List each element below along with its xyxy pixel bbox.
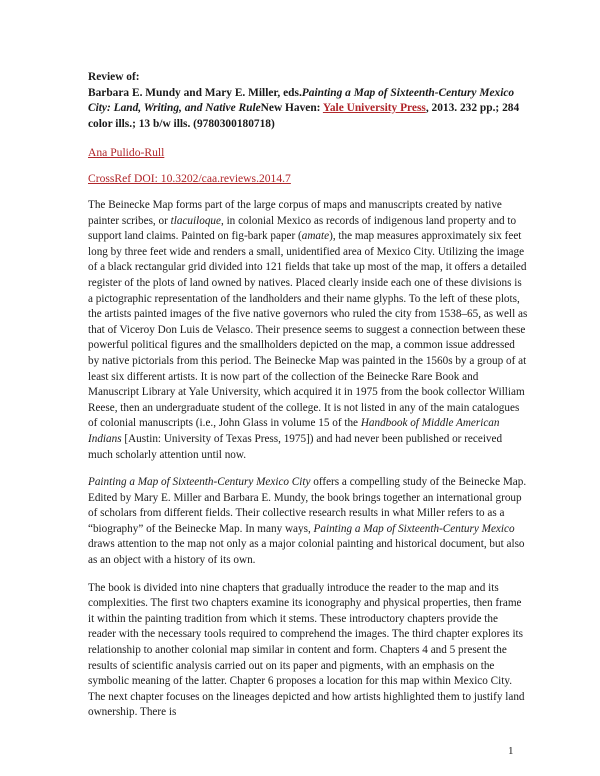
paragraph-1 (88, 198, 528, 463)
publication-place: New Haven: (260, 102, 323, 114)
publication-details: , 2013. 232 pp.; 284 color ills.; 13 b/w ills. (9780300180718) (88, 102, 520, 130)
p2-text-b: offers a compelling study of the Beinecke Map. Edited by Mary E. Miller and Barbara E. Mundy, the book brings together an international group of scholars from different fields. Their collective research results in what Miller refers to as a “biography” of the Beinecke Map. In many ways, (88, 476, 527, 535)
page-number: 1 (508, 745, 514, 757)
p1-text-c: ), the map measures approximately six feet long by three feet wide and renders a small, unidentified area of Mexico City. Utilizing the image of a black rectangular grid divided into 121 fields that take up most of the map, it offers a detailed register of the plots of land owned by natives. Placed clearly inside each one of these divisions is a pictographic representation of the landholders and their name glyphs. To the left of these plots, the artists painted images of the five native governors who ruled the city from 1538–65, as well as that of Viceroy Don Luis de Velasco. Their presence seems to suggest a connection between these powerful political figures and the smallholders depicted on the map, a common issue addressed by native pictorials from this period. The Beinecke Map was painted in the 1560s by a group of at least six different artists. It is now part of the collection of the Beinecke Rare Book and Manuscript Library at Yale University, which acquired it in 1975 from the book collector William Reese, then an undergraduate student of the college. It is not listed in any of the main catalogues of colonial manuscripts (i.e., John Glass in volume 15 of the (88, 230, 528, 430)
review-page (88, 70, 528, 721)
book-title: Painting a Map of Sixteenth-Century Mexico City: Land, Writing, and Native Rule (88, 86, 515, 114)
p1-italic-b: amate (301, 230, 330, 243)
review-header (88, 70, 528, 132)
p2-italic-b: Painting a Map of Sixteenth-Century Mexico (313, 522, 515, 535)
p1-italic-a: tlacuiloque (170, 214, 221, 227)
doi-line (88, 171, 528, 186)
p2-text-c: draws attention to the map not only as a major colonial painting and historical document, but also as an object with a history of its own. (88, 538, 525, 567)
paragraph-3: The book is divided into nine chapters that gradually introduce the reader to the map and its complexities. The first two chapters examine its iconography and physical properties, then frame it within the painting tradition from which it stems. These introductory chapters provide the reader with the necessary tools required to comprehend the images. The third chapter explores its relationship to another colonial map similar in content and form. Chapters 4 and 5 present the results of scientific analysis carried out on its paper and pigments, with an emphasis on the symbolic meaning of the latter. Chapter 6 proposes a location for this map within Mexico City. The next chapter focuses on the lineages depicted and how artists highlighted them to justify land ownership. There is (88, 581, 525, 719)
p1-text-b: , in colonial Mexico as records of indigenous land property and to support land claims. Painted on fig-bark paper ( (88, 214, 517, 243)
p1-text-a: The Beinecke Map forms part of the large corpus of maps and manuscripts created by native painter scribes, or (88, 199, 502, 227)
doi-link[interactable]: CrossRef DOI: 10.3202/caa.reviews.2014.7 (88, 172, 291, 185)
review-of-label: Review of: (88, 71, 140, 83)
reviewer-line (88, 145, 528, 160)
reviewer-link[interactable]: Ana Pulido-Rull (88, 146, 165, 159)
p1-text-d: [Austin: University of Texas Press, 1975]) and had never been published or received much scholarly attention until now. (88, 432, 503, 461)
p2-italic-a: Painting a Map of Sixteenth-Century Mexico City (88, 476, 311, 489)
paragraph-2 (88, 475, 528, 569)
book-authors: Barbara E. Mundy and Mary E. Miller, eds. (88, 86, 302, 99)
publisher-link[interactable]: Yale University Press (322, 102, 426, 114)
p1-italic-c: Handbook of Middle American Indians (88, 417, 500, 445)
